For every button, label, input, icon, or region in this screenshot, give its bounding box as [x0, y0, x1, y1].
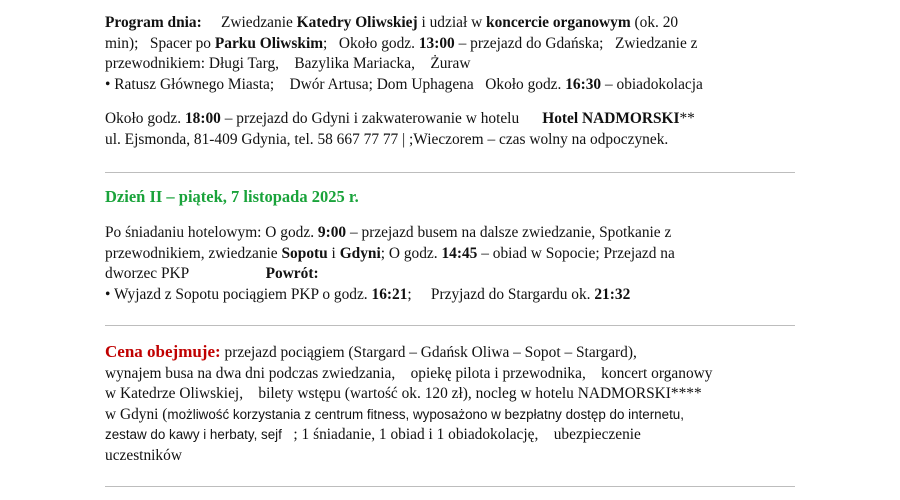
text: przewodnikiem: Długi Targ, Bazylika Mariacka, Żuraw	[105, 55, 471, 72]
text: ; O godz.	[380, 244, 442, 262]
text-bold: koncercie organowym	[486, 14, 631, 31]
day2-paragraph	[105, 223, 805, 305]
text: – obiadokolacja	[601, 75, 703, 93]
text: Około godz.	[105, 110, 185, 127]
program-line-4	[105, 75, 805, 96]
price-paragraph	[105, 342, 805, 466]
price-line-2	[105, 364, 805, 385]
text: przejazd pociągiem (Stargard – Gdańsk Oliwa – Sopot – Stargard),	[220, 344, 637, 361]
text-bold: 9:00	[317, 224, 347, 241]
text: w Gdyni (	[105, 405, 168, 423]
text: – obiad w Sopocie; Przejazd na	[477, 244, 675, 262]
text: • Ratusz Głównego Miasta; Dwór Artusa; Dom Uphagena Około godz.	[105, 75, 566, 93]
text: ; 1 śniadanie, 1 obiad i 1 obiadokolację, ubezpieczenie	[281, 426, 641, 443]
hotel-name: Hotel NADMORSKI	[542, 110, 680, 127]
program-label: Program dnia:	[105, 14, 202, 31]
text-bold: Katedry Oliwskiej	[296, 14, 418, 31]
text: **	[679, 110, 695, 127]
text: • Wyjazd z Sopotu pociągiem PKP o godz.	[105, 285, 372, 303]
price-line-6	[105, 446, 805, 467]
divider	[105, 172, 795, 173]
divider	[105, 325, 795, 326]
text: – przejazd do Gdańska; Zwiedzanie z	[454, 34, 698, 52]
text: Po śniadaniu hotelowym: O godz.	[105, 224, 318, 241]
text: w Katedrze Oliwskiej, bilety wstępu (wartość ok. 120 zł), nocleg w hotelu NADMORSKI****	[105, 385, 702, 402]
price-line-5	[105, 425, 805, 446]
text: – przejazd busem na dalsze zwiedzanie, Spotkanie z	[346, 224, 672, 241]
hotel-line-1	[105, 109, 805, 130]
text: dworzec PKP	[105, 265, 266, 282]
day2-line-4	[105, 285, 805, 306]
hotel-paragraph	[105, 109, 805, 150]
hotel-line-2	[105, 130, 805, 151]
text: Zwiedzanie	[221, 14, 297, 31]
divider	[105, 486, 795, 487]
text-bold: Sopotu	[281, 244, 328, 262]
day2-title: Dzień II – piątek, 7 listopada 2025 r.	[105, 187, 359, 206]
price-label: Cena obejmuje:	[105, 342, 221, 361]
text: przewodnikiem, zwiedzanie	[105, 244, 282, 262]
program-line-3	[105, 54, 805, 75]
text: (ok. 20	[630, 14, 679, 31]
text-bold: Gdyni	[339, 244, 381, 262]
program-line-2	[105, 34, 805, 55]
text: możliwość korzystania z centrum fitness, wyposażono w bezpłatny dostęp do internetu,	[167, 406, 684, 422]
text: uczestników	[105, 446, 182, 464]
text-bold: 18:00	[184, 110, 221, 127]
program-line-1	[105, 13, 805, 34]
text: zestaw do kawy i herbaty, sejf	[105, 427, 282, 442]
day2-line-3	[105, 264, 805, 285]
text: ; Przyjazd do Stargardu ok.	[407, 285, 595, 303]
text: i	[327, 244, 340, 262]
text-bold: 21:32	[594, 285, 631, 303]
day2-line-2	[105, 244, 805, 265]
text-bold: 16:21	[371, 285, 408, 303]
program-paragraph	[105, 13, 805, 95]
price-line-1	[105, 342, 805, 364]
text-bold: 13:00	[418, 34, 455, 52]
text: min); Spacer po	[105, 34, 215, 52]
day2-line-1	[105, 223, 805, 244]
text-bold: 16:30	[565, 75, 602, 93]
price-line-3	[105, 384, 805, 405]
text: wynajem busa na dwa dni podczas zwiedzania, opiekę pilota i przewodnika, koncert organowy	[105, 364, 713, 382]
text-bold: Powrót:	[265, 265, 319, 282]
price-line-4	[105, 405, 805, 426]
text: – przejazd do Gdyni i zakwaterowanie w hotelu	[220, 110, 543, 127]
hotel-address: ul. Ejsmonda, 81-409 Gdynia, tel. 58 667 77 77 | ;Wieczorem – czas wolny na odpoczynek.	[105, 130, 669, 148]
text: ; Około godz.	[323, 34, 419, 52]
text-bold: Parku Oliwskim	[214, 34, 324, 52]
text-bold: 14:45	[441, 244, 478, 262]
text: i udział w	[417, 14, 487, 31]
